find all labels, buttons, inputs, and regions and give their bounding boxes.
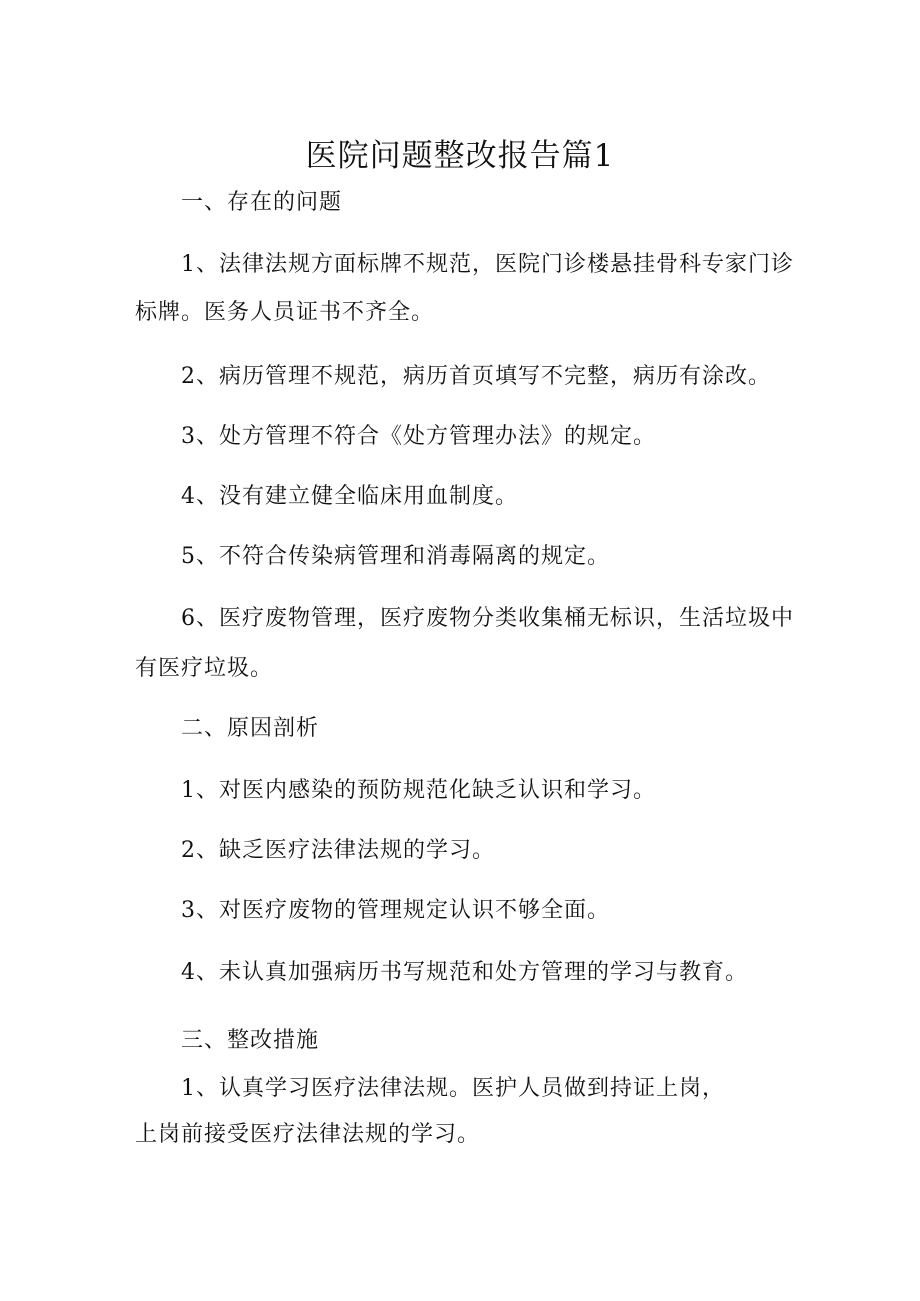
paragraph-line: 2、病历管理不规范，病历首页填写不完整，病历有涂改。 — [181, 364, 771, 389]
paragraph-line: 4、没有建立健全临床用血制度。 — [181, 484, 518, 509]
document-title: 医院问题整改报告篇1 — [305, 138, 615, 174]
paragraph-line: 有医疗垃圾。 — [135, 656, 274, 681]
paragraph-line: 1、对医内感染的预防规范化缺乏认识和学习。 — [181, 778, 656, 803]
paragraph-line: 4、未认真加强病历书写规范和处方管理的学习与教育。 — [181, 960, 748, 985]
paragraph-line: 5、不符合传染病管理和消毒隔离的规定。 — [181, 544, 610, 569]
section-heading-measures: 三、整改措施 — [181, 1028, 320, 1053]
paragraph-line: 1、法律法规方面标牌不规范，医院门诊楼悬挂骨科专家门诊 — [181, 252, 794, 277]
paragraph-line: 1、认真学习医疗法律法规。医护人员做到持证上岗， — [181, 1076, 725, 1101]
paragraph-line: 3、处方管理不符合《处方管理办法》的规定。 — [181, 424, 656, 449]
paragraph-line: 6、医疗废物管理，医疗废物分类收集桶无标识，生活垃圾中 — [181, 606, 794, 631]
paragraph-line: 标牌。医务人员证书不齐全。 — [135, 300, 435, 325]
section-heading-problems: 一、存在的问题 — [181, 190, 343, 215]
paragraph-line: 2、缺乏医疗法律法规的学习。 — [181, 838, 495, 863]
section-heading-causes: 二、原因剖析 — [181, 716, 320, 741]
paragraph-line: 3、对医疗废物的管理规定认识不够全面。 — [181, 898, 610, 923]
paragraph-line: 上岗前接受医疗法律法规的学习。 — [135, 1122, 481, 1147]
